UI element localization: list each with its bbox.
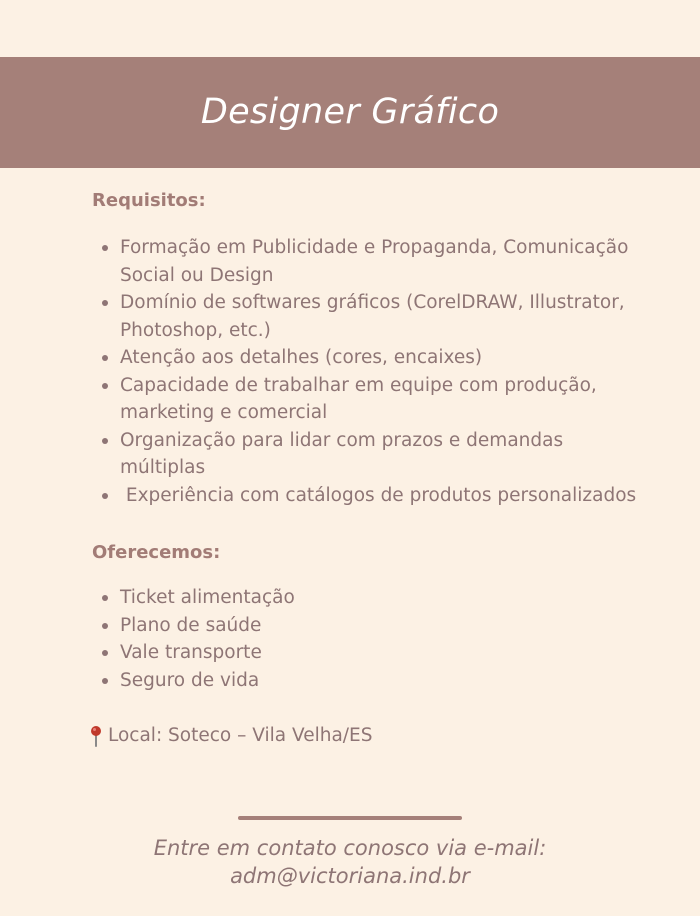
page-title: Designer Gráfico	[200, 91, 500, 132]
contact-line: Entre em contato conosco via e-mail:	[153, 836, 547, 860]
list-item: Vale transporte	[92, 639, 652, 667]
list-item: Formação em Publicidade e Propaganda, Comunicação Social ou Design	[92, 234, 652, 289]
offers-heading: Oferecemos:	[92, 542, 221, 563]
list-item: Domínio de softwares gráficos (CorelDRAW, Illustrator, Photoshop, etc.)	[92, 289, 652, 344]
requirements-list	[92, 234, 652, 509]
contact-info	[0, 834, 700, 890]
pin-icon	[88, 725, 104, 747]
job-details	[92, 188, 652, 750]
list-item: Capacidade de trabalhar em equipe com produção, marketing e comercial	[92, 372, 652, 427]
list-item: Organização para lidar com prazos e demandas múltiplas	[92, 427, 652, 482]
requirements-heading: Requisitos:	[92, 190, 206, 211]
list-item: Ticket alimentação	[92, 584, 652, 612]
title-banner	[0, 57, 700, 168]
list-item: Seguro de vida	[92, 667, 652, 695]
list-item: Plano de saúde	[92, 612, 652, 640]
divider	[238, 816, 462, 820]
location	[88, 722, 652, 750]
list-item: Experiência com catálogos de produtos personalizados	[92, 482, 652, 510]
list-item: Atenção aos detalhes (cores, encaixes)	[92, 344, 652, 372]
offers-list	[92, 584, 652, 694]
contact-email: adm@victoriana.ind.br	[230, 864, 470, 888]
location-text: Local: Soteco – Vila Velha/ES	[108, 725, 373, 746]
